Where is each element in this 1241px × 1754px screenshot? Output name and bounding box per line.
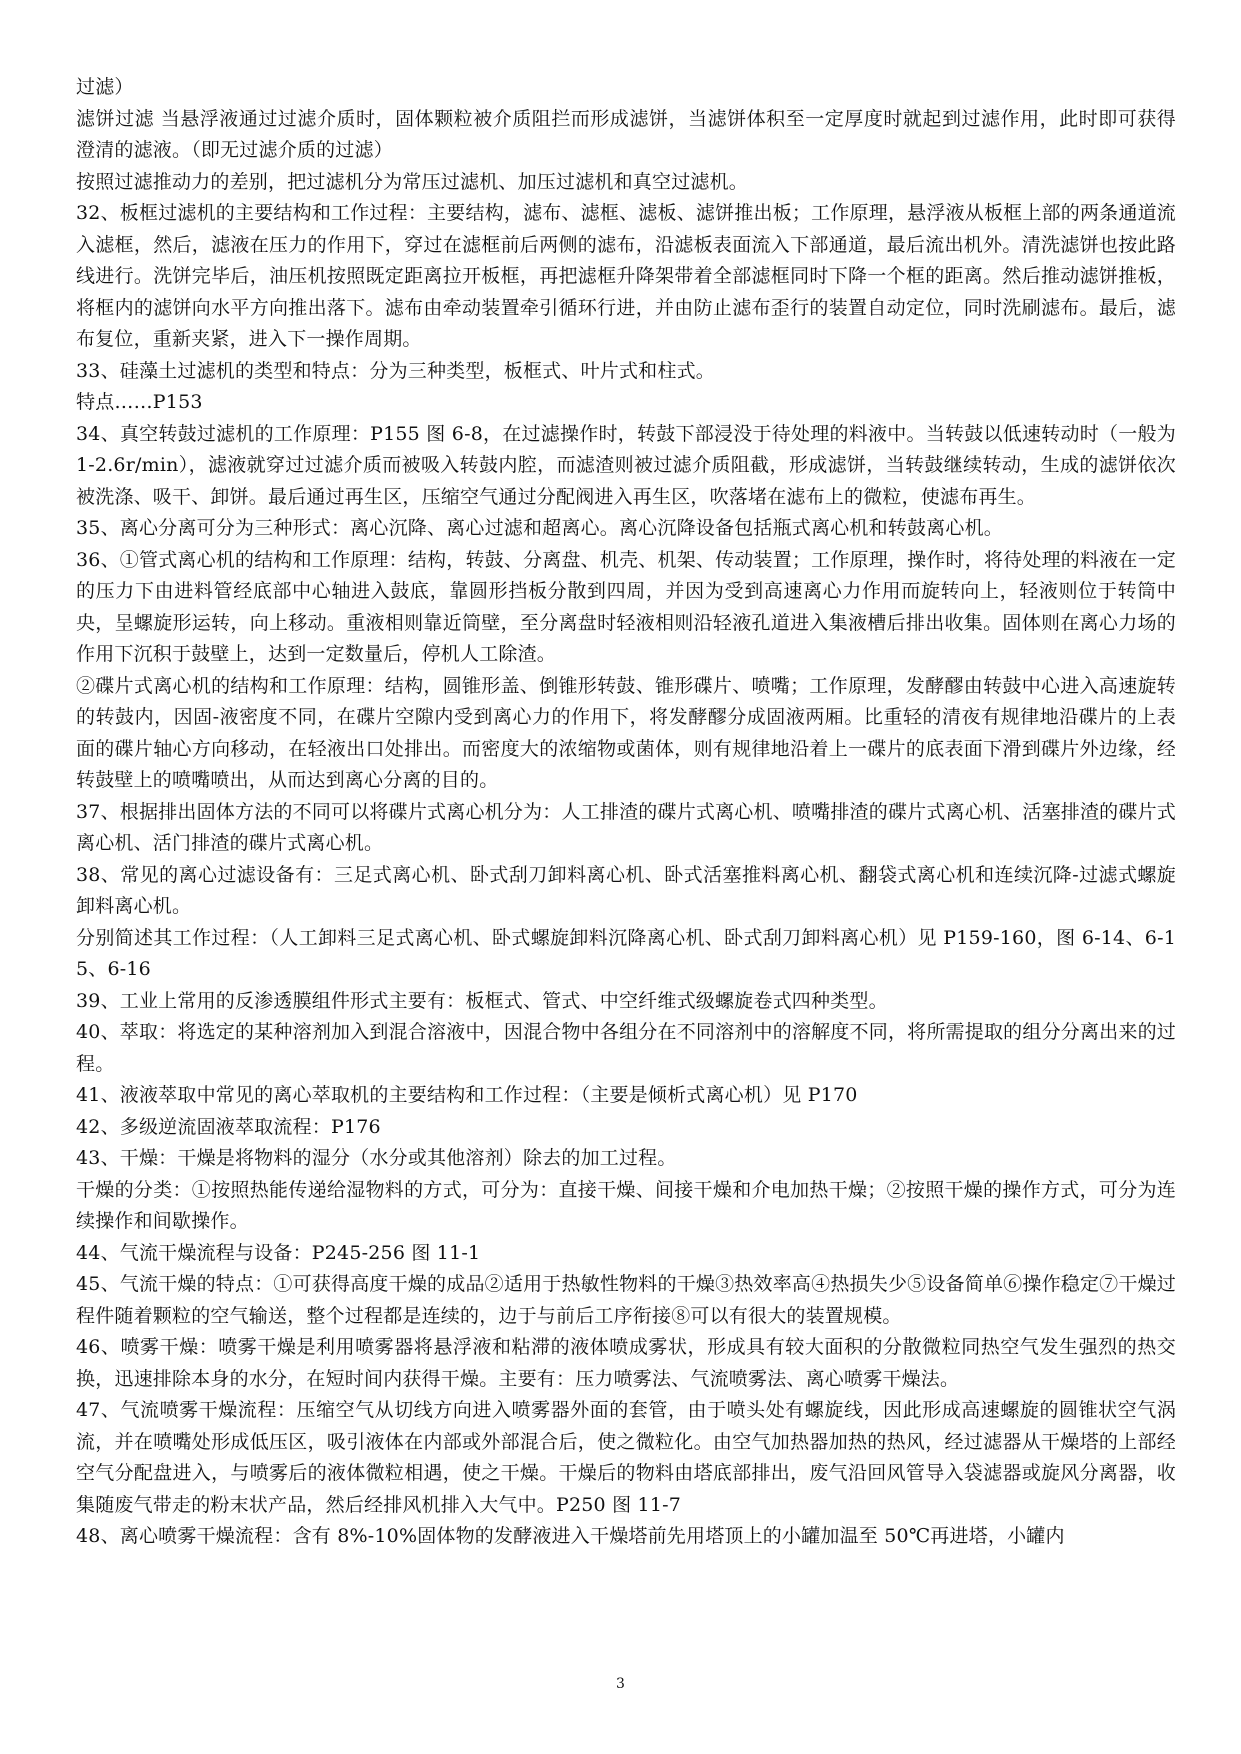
paragraph: 滤饼过滤 当悬浮液通过过滤介质时，固体颗粒被介质阻拦而形成滤饼，当滤饼体积至一定厚度时就起到过滤作用，此时即可获得澄清的滤液。（即无过滤介质的过滤） [76,107,1176,161]
paragraph: 40、萃取：将选定的某种溶剂加入到混合溶液中，因混合物中各组分在不同溶剂中的溶解度不同，将所需提取的组分分离出来的过程。 [76,1021,1176,1075]
paragraph: 45、气流干燥的特点：①可获得高度干燥的成品②适用于热敏性物料的干燥③热效率高④热损失少⑤设备简单⑥操作稳定⑦干燥过程件随着颗粒的空气输送，整个过程都是连续的，边于与前后工序衔接⑧可以有很大的装置规模。 [76,1273,1176,1327]
paragraph: 35、离心分离可分为三种形式：离心沉降、离心过滤和超离心。离心沉降设备包括瓶式离心机和转鼓离心机。 [76,517,1003,539]
paragraph: 39、工业上常用的反渗透膜组件形式主要有：板框式、管式、中空纤维式级螺旋卷式四种类型。 [76,989,888,1012]
paragraph: 36、①管式离心机的结构和工作原理：结构，转鼓、分离盘、机壳、机架、传动装置；工作原理，操作时，将待处理的料液在一定的压力下由进料管经底部中心轴进入鼓底，靠圆形挡板分散到四周，并因为受到高速离心力作用而旋转向上，轻液则位于转筒中央，呈螺旋形运转，向上移动。重液相则靠近筒壁，至分离盘时轻液相则沿轻液孔道进入集液槽后排出收集。固体则在离心力场的作用下沉积于鼓壁上，达到一定数量后，停机人工除渣。 [76,548,1176,665]
page-number: 3 [616,1676,625,1692]
paragraph: 38、常见的离心过滤设备有：三足式离心机、卧式刮刀卸料离心机、卧式活塞推料离心机、翻袋式离心机和连续沉降-过滤式螺旋卸料离心机。 [76,863,1176,917]
paragraph: 过滤） [76,76,134,98]
paragraph: 48、离心喷雾干燥流程：含有 8%-10%固体物的发酵液进入干燥塔前先用塔顶上的小罐加温至 50℃再进塔，小罐内 [76,1525,1065,1547]
paragraph: 特点……P153 [76,391,203,413]
paragraph: 按照过滤推动力的差别，把过滤机分为常压过滤机、加压过滤机和真空过滤机。 [76,170,749,193]
document-body [76,72,1176,1553]
paragraph: 分别简述其工作过程：（人工卸料三足式离心机、卧式螺旋卸料沉降离心机、卧式刮刀卸料离心机）见 P159-160，图 6-14、6-15、6-16 [76,926,1176,980]
paragraph: 42、多级逆流固液萃取流程：P176 [76,1115,381,1138]
paragraph: 41、液液萃取中常见的离心萃取机的主要结构和工作过程：（主要是倾析式离心机）见 P170 [76,1084,858,1106]
paragraph: 44、气流干燥流程与设备：P245-256 图 11-1 [76,1241,481,1264]
paragraph: 干燥的分类：①按照热能传递给湿物料的方式，可分为：直接干燥、间接干燥和介电加热干燥；②按照干燥的操作方式，可分为连续操作和间歇操作。 [76,1178,1176,1232]
paragraph: 43、干燥：干燥是将物料的湿分（水分或其他溶剂）除去的加工过程。 [76,1147,677,1169]
paragraph: 37、根据排出固体方法的不同可以将碟片式离心机分为：人工排渣的碟片式离心机、喷嘴排渣的碟片式离心机、活塞排渣的碟片式离心机、活门排渣的碟片式离心机。 [76,800,1176,854]
paragraph: 33、硅藻土过滤机的类型和特点：分为三种类型，板框式、叶片式和柱式。 [76,359,715,382]
paragraph: 46、喷雾干燥：喷雾干燥是利用喷雾器将悬浮液和粘滞的液体喷成雾状，形成具有较大面积的分散微粒同热空气发生强烈的热交换，迅速排除本身的水分，在短时间内获得干燥。主要有：压力喷雾法、气流喷雾法、离心喷雾干燥法。 [76,1336,1176,1390]
paragraph: 47、气流喷雾干燥流程：压缩空气从切线方向进入喷雾器外面的套管，由于喷头处有螺旋线，因此形成高速螺旋的圆锥状空气涡流，并在喷嘴处形成低压区，吸引液体在内部或外部混合后，使之微粒化。由空气加热器加热的热风，经过滤器从干燥塔的上部经空气分配盘进入，与喷雾后的液体微粒相遇，使之干燥。干燥后的物料由塔底部排出，废气沿回风管导入袋滤器或旋风分离器，收集随废气带走的粉末状产品，然后经排风机排入大气中。P250 图 11-7 [76,1399,1176,1516]
paragraph: 32、板框过滤机的主要结构和工作过程：主要结构，滤布、滤框、滤板、滤饼推出板；工作原理，悬浮液从板框上部的两条通道流入滤框，然后，滤液在压力的作用下，穿过在滤框前后两侧的滤布，沿滤板表面流入下部通道，最后流出机外。清洗滤饼也按此路线进行。洗饼完毕后，油压机按照既定距离拉开板框，再把滤框升降架带着全部滤框同时下降一个框的距离。然后推动滤饼推板，将框内的滤饼向水平方向推出落下。滤布由牵动装置牵引循环行进，并由防止滤布歪行的装置自动定位，同时洗刷滤布。最后，滤布复位，重新夹紧，进入下一操作周期。 [76,202,1176,350]
paragraph: 34、真空转鼓过滤机的工作原理：P155 图 6-8，在过滤操作时，转鼓下部浸没于待处理的料液中。当转鼓以低速转动时（一般为 1-2.6r/min），滤液就穿过过滤介质而被吸入转鼓内腔，而滤渣则被过滤介质阻截，形成滤饼，当转鼓继续转动，生成的滤饼依次被洗涤、吸干、卸饼。最后通过再生区，压缩空气通过分配阀进入再生区，吹落堵在滤布上的微粒，使滤布再生。 [76,422,1176,508]
paragraph: ②碟片式离心机的结构和工作原理：结构，圆锥形盖、倒锥形转鼓、锥形碟片、喷嘴；工作原理，发酵醪由转鼓中心进入高速旋转的转鼓内，因固-液密度不同，在碟片空隙内受到离心力的作用下，将发酵醪分成固液两厢。比重轻的清夜有规律地沿碟片的上表面的碟片轴心方向移动，在轻液出口处排出。而密度大的浓缩物或菌体，则有规律地沿着上一碟片的底表面下滑到碟片外边缘，经转鼓壁上的喷嘴喷出，从而达到离心分离的目的。 [76,674,1176,791]
